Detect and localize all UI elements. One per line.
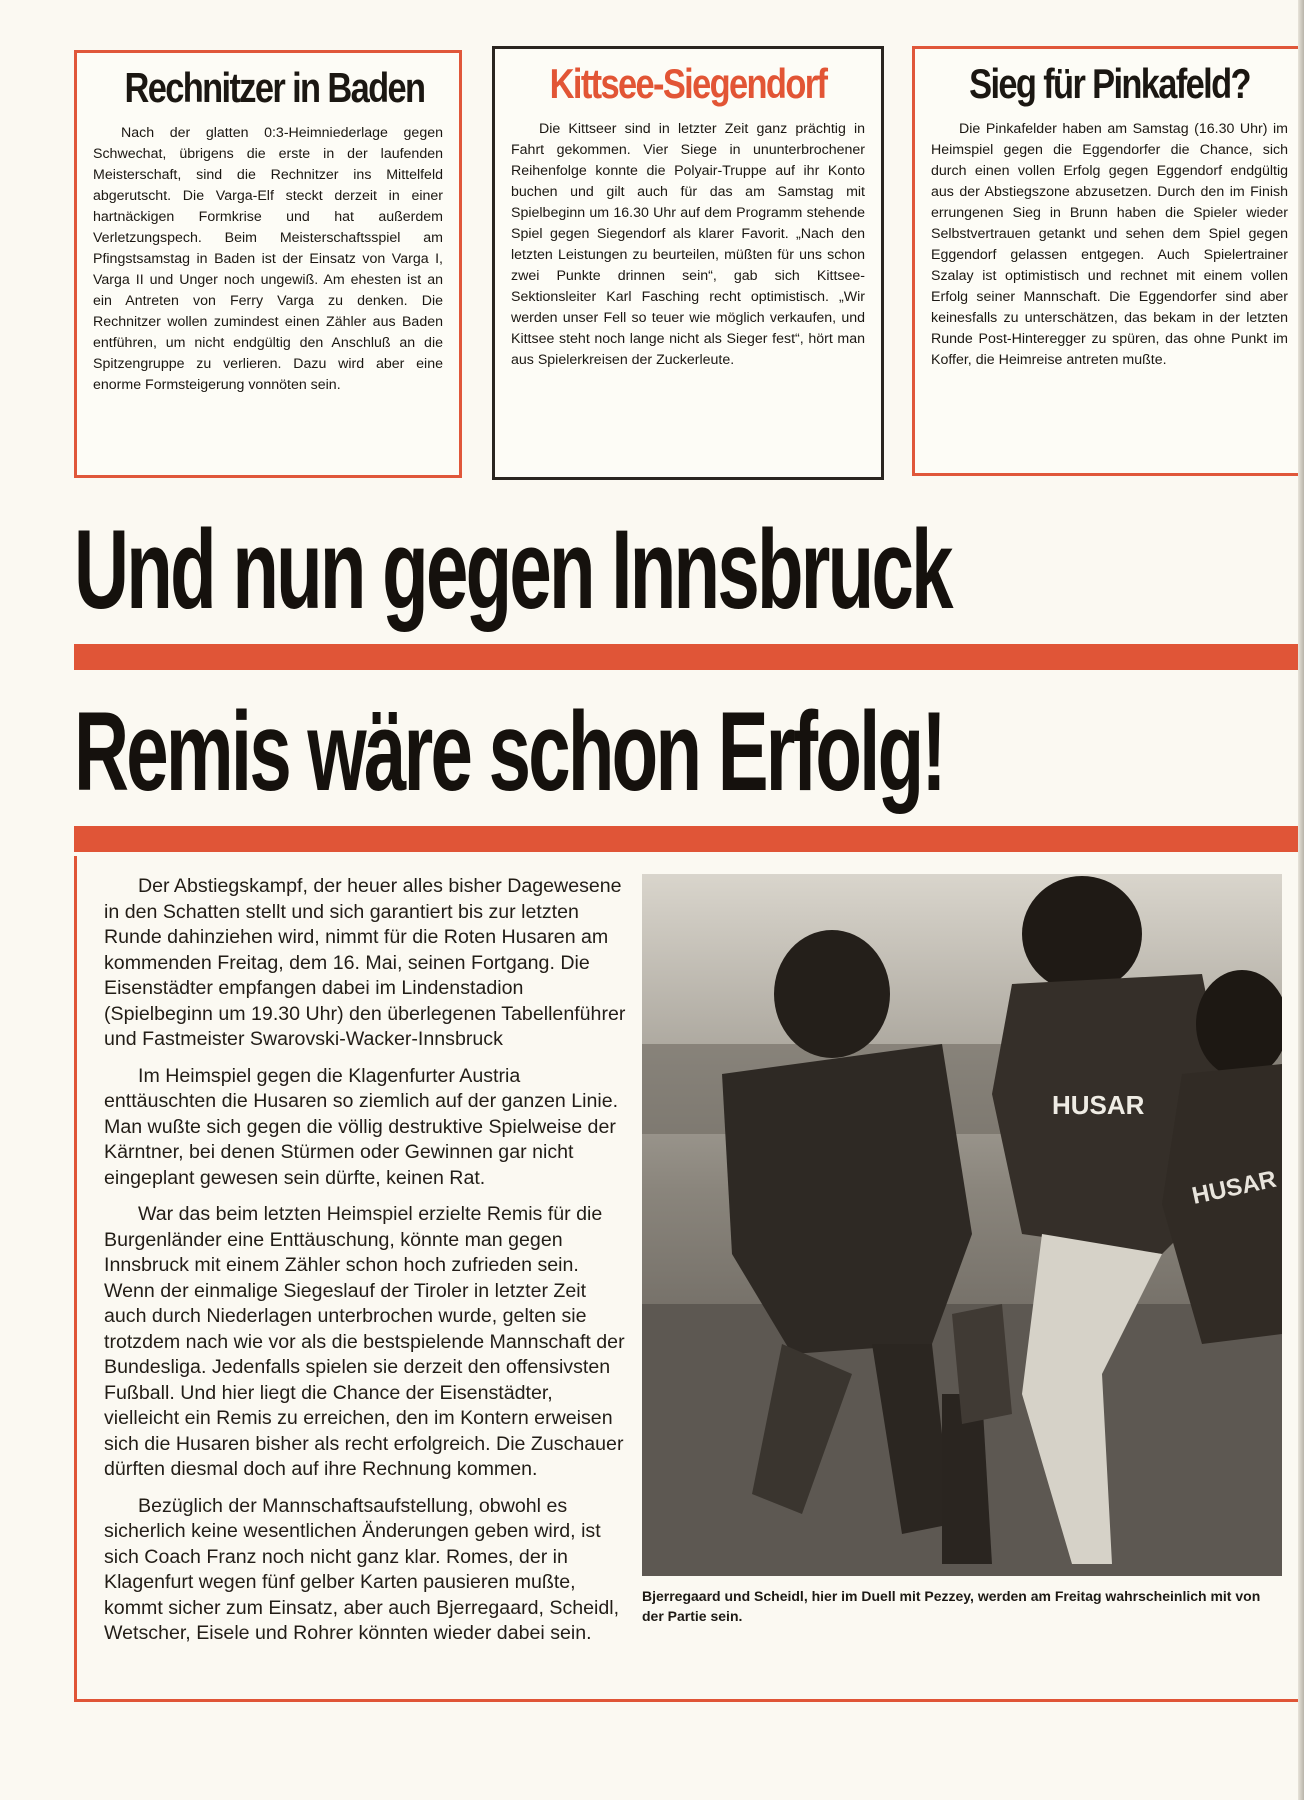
headline-top: Und nun gegen Innsbruck xyxy=(74,507,951,632)
box-text: Nach der glatten 0:3-Heimniederlage gegen Schwechat, übrigens die erste in der laufenden Meisterschaft, sind die Rechnitzer ins Mittelfeld abgerutscht. Die Varga-Elf steckt derzeit in einer hartnäckigen Formkrise und hat außerdem Verletzungspech. Beim Meisterschaftsspiel am Pfingstsamstag in Baden ist der Einsatz von Varga I, Varga II und Unger noch ungewiß. Am ehesten ist an ein Antreten von Ferry Varga zu denken. Die Rechnitzer wollen zumindest einen Zähler aus Baden entführen, um nicht endgültig den Anschluß an die Spitzengruppe zu verlieren. Dazu wird aber eine enorme Formsteigerung vonnöten sein. xyxy=(93,125,443,393)
box-text: Die Pinkafelder haben am Samstag (16.30 Uhr) im Heimspiel gegen die Eggendorfer die Chance, sich durch einen vollen Erfolg gegen Eggendorf endgültig aus der Abstiegszone abzusetzen. Durch den im Finish errungenen Sieg in Brunn haben die Spieler wieder Selbstvertrauen getankt und sehen dem Spiel gegen Eggendorf gelassen entgegen. Auch Spielertrainer Szalay ist optimistisch und rechnet mit einem vollen Erfolg seiner Mannschaft. Die Eggendorfer sind aber keinesfalls zu unterschätzen, das bekam in der letzten Runde Post-Hinteregger zu spüren, das ohne Punkt im Koffer, die Heimreise antreten mußte. xyxy=(931,121,1288,368)
red-rule-2 xyxy=(74,826,1304,852)
page-edge xyxy=(1298,0,1304,1800)
article-paragraph: War das beim letzten Heimspiel erzielte Remis für die Burgenländer eine Enttäuschung, könnte man gegen Innsbruck mit einem Zähler schon hoch zufrieden sein. Wenn der einmalige Siegeslauf der Tiroler in letzter Zeit auch durch Niederlagen unterbrochen wurde, gelten sie trotzdem nach wie vor als die bestspielende Mannschaft der Bundesliga. Jedenfalls spielen sie derzeit den offensivsten Fußball. Und hier liegt die Chance der Eisenstädter, vielleicht ein Remis zu erreichen, den im Kontern erweisen sich die Husaren bisher als recht erfolgreich. Die Zuschauer dürften diesmal doch auf ihre Rechnung kommen. xyxy=(104,1203,625,1480)
photo-illustration xyxy=(642,874,1282,1576)
box-title: Kittsee-Siegendorf xyxy=(549,60,827,107)
jersey-lettering: HUSAR xyxy=(1189,1165,1279,1210)
headline-bottom: Remis wäre schon Erfolg! xyxy=(74,689,945,814)
match-photo xyxy=(642,874,1282,1576)
article-paragraph: Im Heimspiel gegen die Klagenfurter Austria enttäuschten die Husaren so ziemlich auf der ganzen Linie. Man wußte sich gegen die völlig destruktive Spielweise der Kärntner, bei denen Stürmen oder Gewinnen gar nicht eingeplant gewesen sein dürfte, keinen Rat. xyxy=(104,1064,619,1189)
sidebar-box-rechnitz xyxy=(74,50,462,478)
sidebar-box-pinkafeld xyxy=(912,46,1304,476)
article-paragraph: Der Abstiegskampf, der heuer alles bisher Dagewesene in den Schatten stellt und sich garantiert bis zur letzten Runde dahinziehen wird, nimmt für die Roten Husaren am kommenden Freitag, dem 16. Mai, seinen Fortgang. Die Eisenstädter empfangen dabei im Lindenstadion (Spielbeginn um 19.30 Uhr) den überlegenen Tabellenführer und Fastmeister Swarovski-Wacker-Innsbruck xyxy=(104,875,626,1050)
box-text: Die Kittseer sind in letzter Zeit ganz prächtig in Fahrt gekommen. Vier Siege in ununterbrochener Reihenfolge konnte die Polyair-Truppe auf ihr Konto buchen und gilt auch für das am Samstag mit Spielbeginn um 16.30 Uhr auf dem Programm stehende Spiel gegen Siegendorf als klarer Favorit. „Nach den letzten Leistungen zu beurteilen, müßten für uns schon zwei Punkte drinnen sein“, gab sich Kittsee-Sektionsleiter Karl Fasching recht optimistisch. „Wir werden unser Fell so teuer wie möglich verkaufen, und Kittsee steht noch lange nicht als Sieger fest“, hört man aus Spielerkreisen der Zuckerleute. xyxy=(511,121,865,368)
red-rule-1 xyxy=(74,644,1304,670)
article-paragraph: Bezüglich der Mannschaftsaufstellung, obwohl es sicherlich keine wesentlichen Änderungen geben wird, ist sich Coach Franz noch nicht ganz klar. Romes, der in Klagenfurt wegen fünf gelber Karten pausieren mußte, kommt sicher zum Einsatz, aber auch Bjerregaard, Scheidl, Wetscher, Eisele und Rohrer könnten wieder dabei sein. xyxy=(104,1494,620,1644)
box-title: Sieg für Pinkafeld? xyxy=(969,60,1250,107)
article-body xyxy=(104,874,626,1658)
jersey-lettering: HUSAR xyxy=(1052,1090,1145,1120)
sidebar-box-kittsee xyxy=(492,46,884,480)
photo-caption: Bjerregaard und Scheidl, hier im Duell mit Pezzey, werden am Freitag wahrscheinlich mit von der Partie sein. xyxy=(642,1588,1261,1624)
box-title: Rechnitzer in Baden xyxy=(124,64,425,111)
